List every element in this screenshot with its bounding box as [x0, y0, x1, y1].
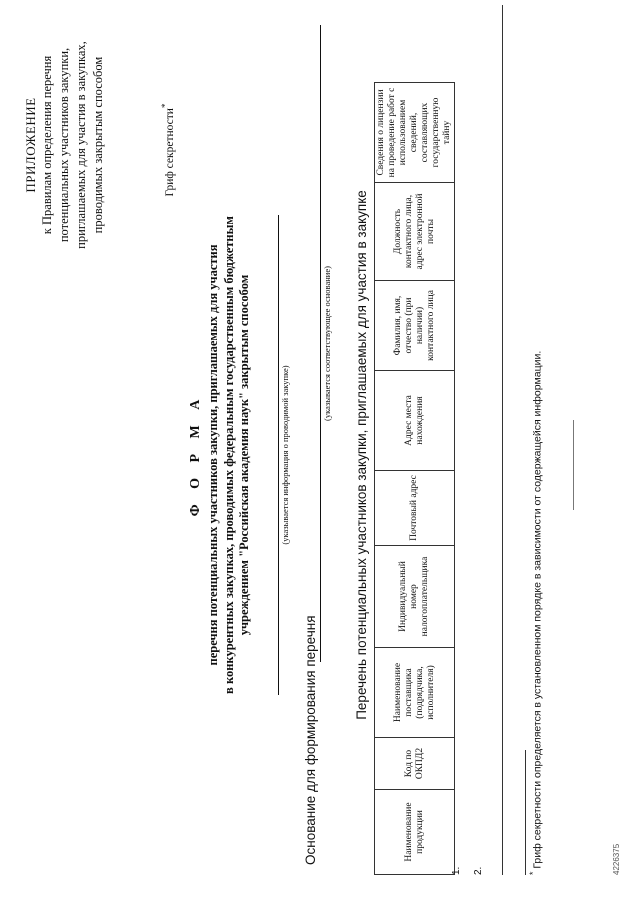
col-supplier-name: Наименование поставщика (подрядчика, исполнителя) — [375, 648, 455, 738]
basis-note: (указывается соответствующее основание) — [322, 266, 332, 421]
footnote-mark: * — [528, 871, 538, 875]
annex-line: потенциальных участников закупки, — [57, 47, 71, 243]
grif-label: Гриф секретности — [163, 108, 176, 197]
form-title: Ф О Р М А — [188, 393, 203, 517]
basis-label: Основание для формирования перечня — [303, 615, 318, 865]
col-okpd2-code: Код по ОКПД2 — [375, 738, 455, 790]
col-inn: Индивидуальный номер налогоплательщика — [375, 546, 455, 648]
annex-line: проводимых закрытым способом — [91, 56, 105, 234]
secrecy-grif — [160, 95, 176, 205]
form-subtitle-line: перечня потенциальных участников закупки, приглашаемых для участия — [206, 244, 220, 666]
annex-line: к Правилам определения перечня — [40, 55, 54, 235]
table-bottom-line — [502, 5, 503, 875]
basis-line — [320, 25, 321, 662]
decorative-line — [573, 420, 574, 510]
footnote-text: Гриф секретности определяется в установленном порядке в зависимости от содержащейся информации. — [531, 350, 544, 869]
grif-mark: * — [160, 103, 170, 109]
col-license-info: Сведения о лицензии на проведение работ с использованием сведений, составляющих государственную тайну — [375, 83, 455, 183]
annex-block — [22, 25, 107, 265]
footnote — [528, 75, 544, 875]
procurement-info-line — [278, 215, 279, 695]
annex-line: приглашаемых для участия в закупках, — [74, 41, 88, 249]
procurement-info-note: (указывается информация о проводимой закупке) — [280, 365, 290, 545]
col-location-address: Адрес места нахождения — [375, 371, 455, 471]
annex-heading: ПРИЛОЖЕНИЕ — [23, 97, 38, 193]
table-header-row — [375, 83, 455, 875]
footnote-separator — [525, 750, 526, 875]
col-postal-address: Почтовый адрес — [375, 471, 455, 546]
col-contact-name: Фамилия, имя, отчество (при наличии) контактного лица — [375, 281, 455, 371]
row-number: 2. — [473, 866, 484, 875]
col-contact-position-email: Должность контактного лица, адрес электронной почты — [375, 183, 455, 281]
list-title: Перечень потенциальных участников закупки, приглашаемых для участия в закупке — [354, 190, 369, 720]
form-subtitle-line: в конкурентных закупках, проводимых федеральным государственным бюджетным — [221, 216, 236, 694]
col-product-name: Наименование продукции — [375, 790, 455, 875]
participants-table — [374, 82, 455, 875]
document-number: 4226375 — [612, 843, 621, 875]
row-number: 1. — [451, 866, 462, 875]
form-subtitle — [206, 155, 253, 755]
form-subtitle-line: учреждением "Российская академия наук" закрытым способом — [237, 274, 251, 636]
